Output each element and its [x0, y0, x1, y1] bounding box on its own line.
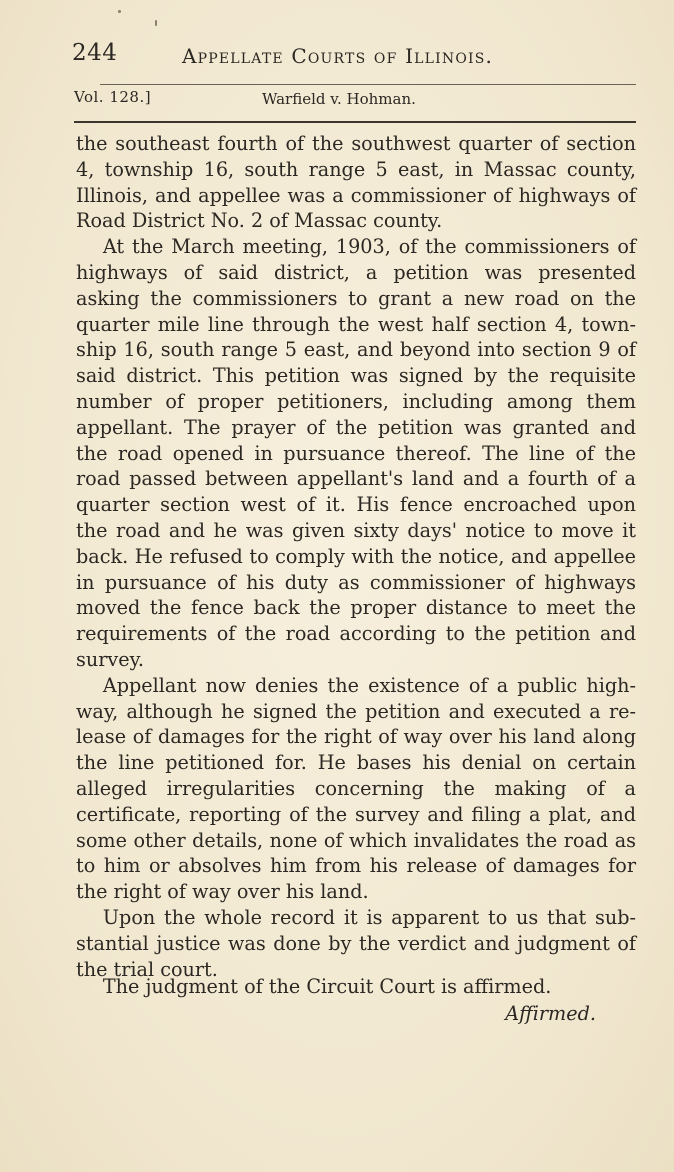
paragraph-2: At the March meeting, 1903, of the commissioners of highways of said district, a petition was presented asking the commissioners to grant a new road on the quarter mile line through the west half section 4, township 16, south range 5 east, and beyond into section 9 of said district. This petition was signed by the requisite number of proper petitioners, including among them appellant. The prayer of the petition was granted and the road opened in pursuance thereof. The line of the road passed between appellant's land and a fourth of a quarter section west of it. His fence encroached upon the road and he was given sixty days' notice to move it back. He refused to comply with the notice, and appellee in pursuance of his duty as commissioner of highways moved the fence back the proper distance to meet the requirements of the road according to the petition and survey.: [76, 235, 636, 671]
case-name: Warfield v. Hohman.: [262, 90, 416, 108]
paragraph-4: Upon the whole record it is apparent to us that substantial justice was done by the verdict and judgment of the trial court.: [76, 905, 636, 981]
case-line-rule: [74, 121, 636, 123]
running-title: Appellate Courts of Illinois.: [182, 44, 494, 68]
affirmed-signoff: Affirmed.: [505, 1002, 596, 1025]
header-rule: [100, 84, 636, 85]
paragraph-3: Appellant now denies the existence of a public highway, although he signed the petition and executed a release of damages for the right of way over his land along the line petitioned for. He bases his denial on certain alleged irregularities concerning the making of a certificate, reporting of the survey and filing a plat, and some other details, none of which invalidates the road as to him or absolves him from his release of damages for the right of way over his land.: [76, 673, 636, 904]
paper-speck: [118, 10, 121, 13]
running-head: [72, 40, 552, 72]
case-line: [74, 88, 634, 112]
page-number: 244: [72, 40, 118, 66]
judgment-line: The judgment of the Circuit Court is affirmed.: [102, 975, 552, 998]
opinion-body: [76, 131, 636, 982]
paper-speck: [155, 20, 157, 26]
volume-reference: Vol. 128.]: [74, 88, 152, 106]
paragraph-1: the southeast fourth of the southwest quarter of section 4, township 16, south range 5 east, in Massac county, Illinois, and appellee was a commissioner of highways of Road District No. 2 of Massac county.: [76, 132, 636, 233]
